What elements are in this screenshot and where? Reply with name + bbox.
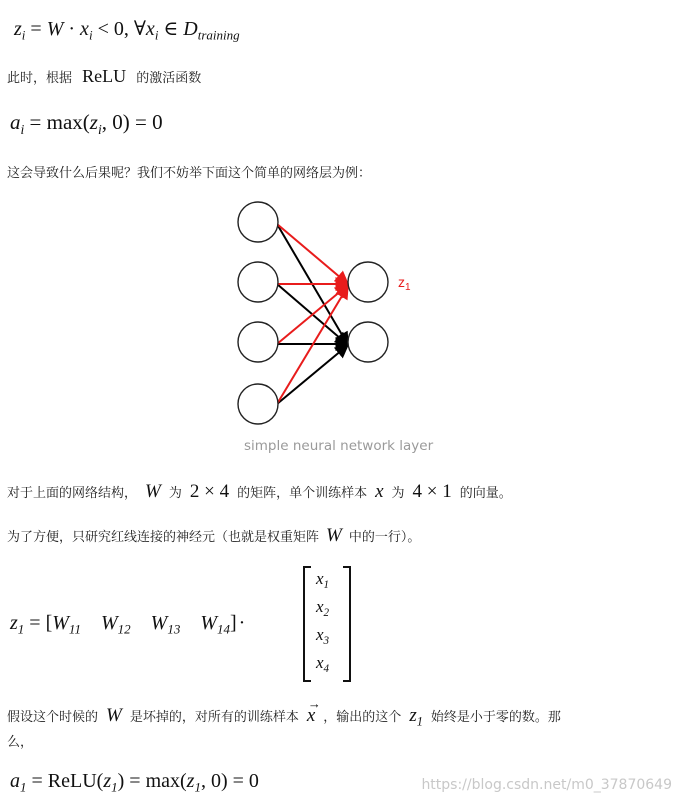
input-node-2 [238,262,278,302]
equation-z1-expanded: $z_1 = [W_{11}$ $W_{12}$ $W_{13}$ $W_{14}$] · [10,612,246,637]
watermark: https://blog.csdn.net/m0_37870649 [421,777,672,793]
paragraph-red-line-focus: 为了方便，只研究红线连接的神经元（也就是权重矩阵 W 中的一行）。 [7,525,421,546]
paragraph-network-structure: 对于上面的网络结构， W 为 2 × 4 的矩阵，单个训练样本 x 为 4 × 1 的向量。 [7,481,512,502]
equation-activation: $a_i = \max(z_i$, 0) = 0 [10,110,163,137]
output-node-1 [348,262,388,302]
equation-z-definition: $z_i = W \cdot x_i < 0$, $\forall x_i$ ∈ $D_{training}$ [14,18,240,43]
vector-bracket-right [343,566,351,682]
paragraph-relu-intro: 此时，根据 ReLU 的激活函数 [7,66,202,86]
input-node-3 [238,322,278,362]
input-node-4 [238,384,278,424]
equation-a1-zero: $a_1$ = $ReLU(z_1) = \max(z_1$, 0) = 0 [10,770,259,795]
output-node-2 [348,322,388,362]
neural-network-diagram [228,192,428,432]
input-node-1 [238,202,278,242]
edge-in4-out2 [277,345,348,404]
paragraph-broken-weights-cont: 么， [7,735,34,750]
output-label-z1: $z_1$ [398,274,411,293]
edge-in1-out1 [277,224,348,284]
paragraph-example-intro: 这会导致什么后果呢？我们不妨举下面这个简单的网络层为例： [7,166,372,181]
paragraph-broken-weights: 假设这个时候的 W 是坏掉的，对所有的训练样本 → x ，输出的这个 $z_1$ 始终是小于零的数。那 [7,696,561,729]
vector-bracket-left [303,566,311,682]
relu-term: ReLU [82,66,127,86]
vector-x-column: $x_1$ $x_2$ $x_3$ $x_4$ [303,566,351,682]
diagram-caption: simple neural network layer [244,438,434,454]
